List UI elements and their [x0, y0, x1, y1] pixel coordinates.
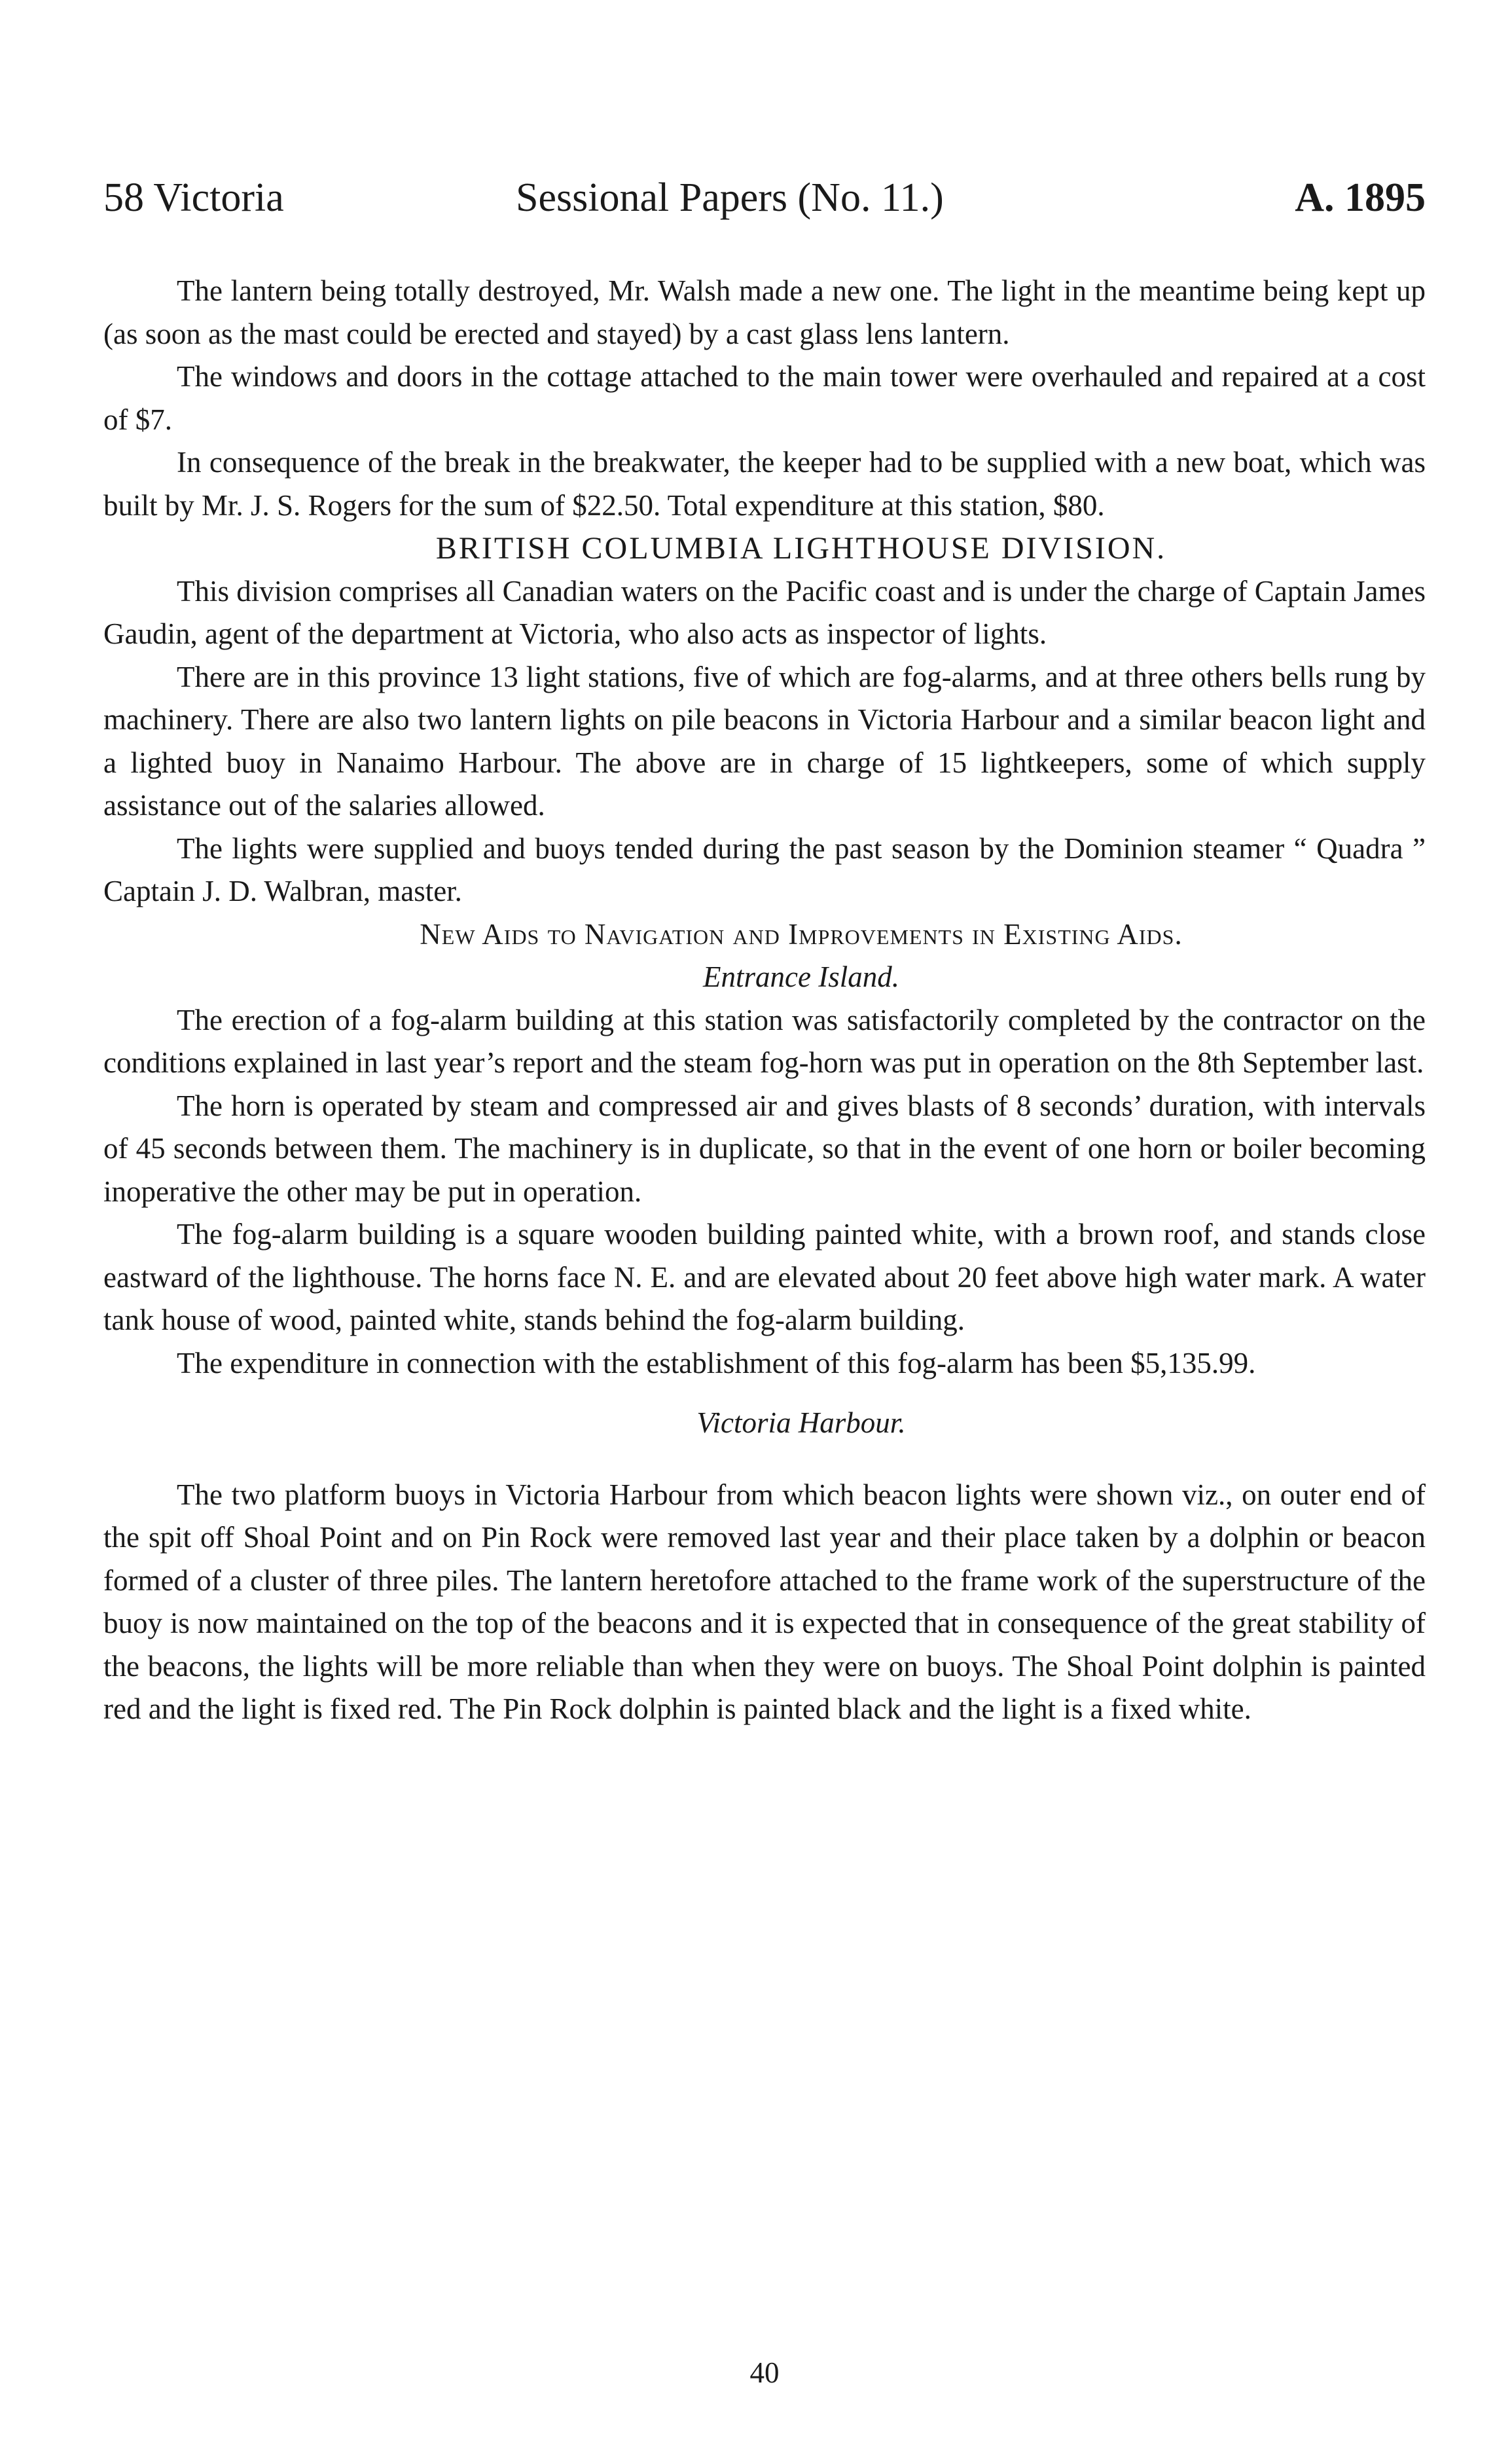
header-title: Sessional Papers (No. 11.) — [516, 175, 944, 220]
paragraph: The erection of a fog-alarm building at this station was satisfactorily completed by the contractor on the conditions explained in last year’s report and the steam fog-horn was put in operation on the 8th September last. — [103, 1003, 1426, 1079]
header-volume: 58 Victoria — [103, 175, 284, 220]
paragraph: The fog-alarm building is a square wooden building painted white, with a brown roof, and stands close eastward of the lighthouse. The horns face N. E. and are elevated about 20 feet above high water mark. A water tank house of wood, painted white, stands behind the fog-alarm building. — [103, 1218, 1426, 1336]
victoria-harbour-title: Victoria Harbour. — [696, 1406, 906, 1439]
page-number: 40 — [749, 2356, 780, 2389]
header-year: A. 1895 — [1295, 175, 1426, 220]
paragraph: The horn is operated by steam and compressed air and gives blasts of 8 seconds’ duration, with intervals of 45 seconds between them. The machinery is in duplicate, so that in the event of one horn or boiler becoming inoperative the other may be put in operation. — [103, 1089, 1426, 1208]
paragraph: In consequence of the break in the breakwater, the keeper had to be supplied with a new boat, which was built by Mr. J. S. Rogers for the sum of $22.50. Total expenditure at this station, $80. — [103, 446, 1426, 522]
paragraph: The two platform buoys in Victoria Harbour from which beacon lights were shown viz., on outer end of the spit off Shoal Point and on Pin Rock were removed last year and their place taken by a dolphin or beacon formed of a cluster of three piles. The lantern heretofore attached to the frame work of the superstructure of the buoy is now maintained on the top of the beacons and it is expected that in consequence of the great stability of the beacons, the lights will be more reliable than when they were on buoys. The Shoal Point dolphin is painted red and the light is fixed red. The Pin Rock dolphin is painted black and the light is a fixed white. — [103, 1478, 1426, 1725]
paragraph: This division comprises all Canadian waters on the Pacific coast and is under the charge of Captain James Gaudin, agent of the department at Victoria, who also acts as inspector of lights. — [103, 574, 1426, 650]
document-page — [103, 0, 1426, 2446]
running-header — [103, 172, 1426, 224]
section-heading: New Aids to Navigation and Improvements in Existing Aids. — [420, 917, 1183, 951]
paragraph: The expenditure in connection with the establishment of this fog-alarm has been $5,135.99. — [177, 1346, 1256, 1379]
division-heading: BRITISH COLUMBIA LIGHTHOUSE DIVISION. — [435, 531, 1167, 566]
paragraph: The windows and doors in the cottage attached to the main tower were overhauled and repaired at a cost of $7. — [103, 360, 1426, 436]
body-text — [103, 270, 1426, 1731]
entrance-island-title: Entrance Island. — [703, 960, 899, 993]
paragraph: The lantern being totally destroyed, Mr. Walsh made a new one. The light in the meantime being kept up (as soon as the mast could be erected and stayed) by a cast glass lens lantern. — [103, 274, 1426, 350]
paragraph: There are in this province 13 light stations, five of which are fog-alarms, and at three others bells rung by machinery. There are also two lantern lights on pile beacons in Victoria Harbour and a similar beacon light and a lighted buoy in Nanaimo Harbour. The above are in charge of 15 lightkeepers, some of which supply assistance out of the salaries allowed. — [103, 660, 1426, 822]
paragraph: The lights were supplied and buoys tended during the past season by the Dominion steamer “ Quadra ” Captain J. D. Walbran, master. — [103, 831, 1426, 907]
